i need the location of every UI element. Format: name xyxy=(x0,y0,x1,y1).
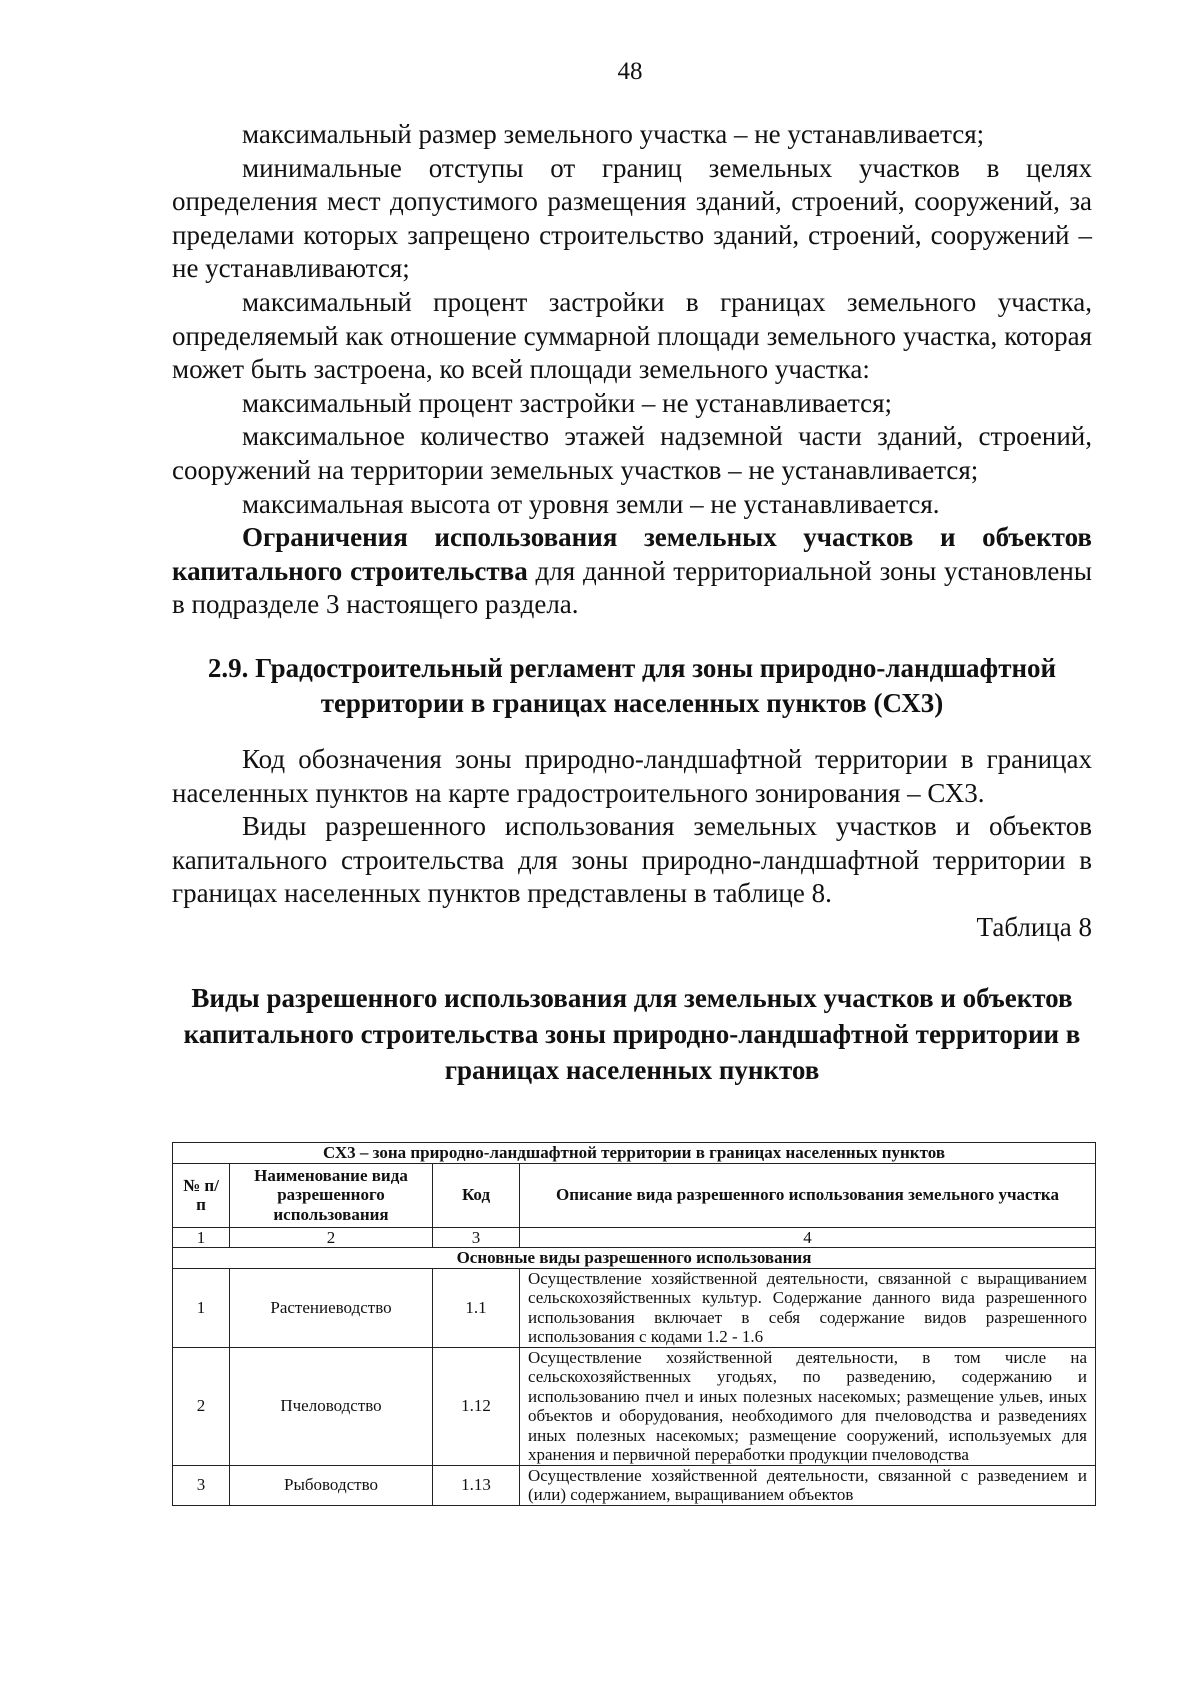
table-zone-header: СХ3 – зона природно-ландшафтной территории в границах населенных пунктов xyxy=(173,1143,1096,1164)
table-group-header: Основные виды разрешенного использования xyxy=(173,1248,1096,1269)
row-name: Рыбоводство xyxy=(230,1465,433,1505)
table-title: Виды разрешенного использования для земельных участков и объектов капитального строительства зоны природно-ландшафтной территории в границах населенных пунктов xyxy=(183,983,1081,1086)
table-header-name: Наименование вида разрешенного использования xyxy=(230,1163,433,1227)
paragraph-max-floors: максимальное количество этажей надземной части зданий, строений, сооружений на территории земельных участков – не устанавливается; xyxy=(172,421,1092,485)
row-name: Пчеловодство xyxy=(230,1347,433,1465)
table-colnum-1: 1 xyxy=(173,1227,230,1248)
paragraph-use-types: Виды разрешенного использования земельных участков и объектов капитального строительства для зоны природно-ландшафтной территории в границах населенных пунктов представлены в таблице 8. xyxy=(172,811,1092,909)
paragraph-restrictions xyxy=(172,521,1092,622)
page-content xyxy=(172,118,1092,1088)
paragraph-min-setbacks: минимальные отступы от границ земельных участков в целях определения мест допустимого размещения зданий, строений, сооружений, за пределами которых запрещено строительство зданий, строений, сооружений – не устанавливаются; xyxy=(172,152,1092,284)
row-code: 1.13 xyxy=(433,1465,520,1505)
paragraph-zone-code: Код обозначения зоны природно-ландшафтной территории в границах населенных пунктов на карте градостроительного зонирования – СХ3. xyxy=(172,743,1092,808)
paragraph-max-build-percent: максимальный процент застройки – не устанавливается; xyxy=(242,387,893,418)
table-colnum-4: 4 xyxy=(520,1227,1096,1248)
row-code: 1.12 xyxy=(433,1347,520,1465)
table-colnum-2: 2 xyxy=(230,1227,433,1248)
table-header-num: № п/п xyxy=(173,1163,230,1227)
section-title: 2.9. Градостроительный регламент для зоны природно-ландшафтной территории в границах населенных пунктов (СХ3) xyxy=(207,652,1057,718)
table-caption: Таблица 8 xyxy=(976,911,1092,942)
restrictions-bold-text: Ограничения использования земельных участков и объектов капитального строительства xyxy=(172,522,1092,586)
table-row xyxy=(173,1347,1096,1465)
paragraph-max-build-percent-def: максимальный процент застройки в границах земельного участка, определяемый как отношение суммарной площади земельного участка, которая может быть застроена, ко всей площади земельного участка: xyxy=(172,286,1092,385)
table-header-description: Описание вида разрешенного использования земельного участка xyxy=(520,1163,1096,1227)
paragraph-max-size: максимальный размер земельного участка – не устанавливается; xyxy=(242,119,985,149)
row-name: Растениеводство xyxy=(230,1268,433,1347)
row-num: 1 xyxy=(173,1268,230,1347)
row-description: Осуществление хозяйственной деятельности, связанной с разведением и (или) содержанием, выращиванием объектов xyxy=(520,1465,1096,1505)
paragraph-max-height: максимальная высота от уровня земли – не устанавливается. xyxy=(242,488,940,519)
row-description: Осуществление хозяйственной деятельности, в том числе на сельскохозяйственных угодьях, по разведению, содержанию и использованию пчел и иных полезных насекомых; размещение ульев, иных объектов и оборудования, необходимого для пчеловодства и разведениях иных полезных насекомых; размещение сооружений, используемых для хранения и первичной переработки продукции пчеловодства xyxy=(520,1347,1096,1465)
table-row xyxy=(173,1465,1096,1505)
use-types-table xyxy=(172,1142,1096,1506)
table-header-code: Код xyxy=(433,1163,520,1227)
table-colnum-3: 3 xyxy=(433,1227,520,1248)
table-row xyxy=(173,1268,1096,1347)
restrictions-rest-text: для данной территориальной зоны установлены в подразделе 3 настоящего раздела. xyxy=(172,555,1092,620)
row-description: Осуществление хозяйственной деятельности, связанной с выращиванием сельскохозяйственных культур. Содержание данного вида разрешенного использования включает в себя содержание видов разрешенного использования с кодами 1.2 - 1.6 xyxy=(520,1268,1096,1347)
row-num: 2 xyxy=(173,1347,230,1465)
row-num: 3 xyxy=(173,1465,230,1505)
row-code: 1.1 xyxy=(433,1268,520,1347)
page-number: 48 xyxy=(617,58,643,85)
